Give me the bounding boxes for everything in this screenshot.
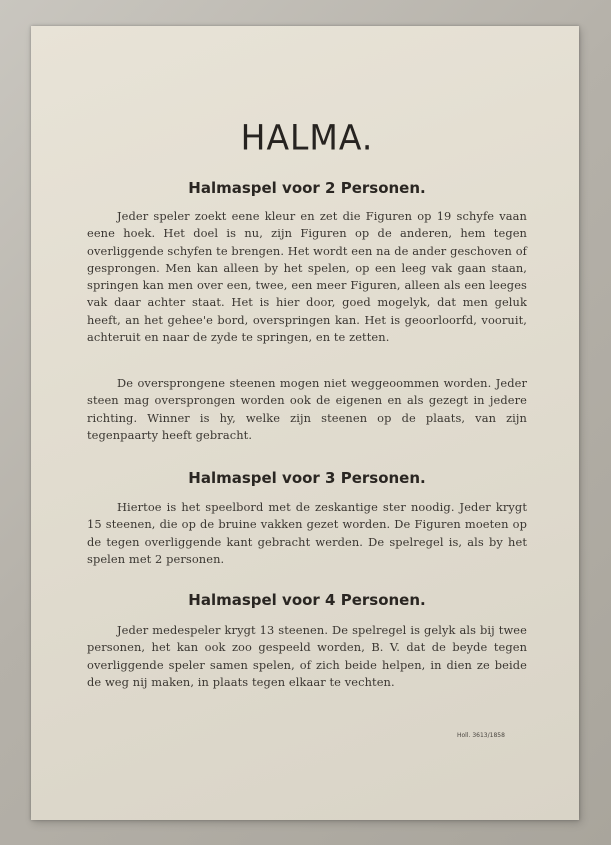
paragraph-4-players-rules: Jeder medespeler krygt 13 steenen. De spelregel is gelyk als bij twee personen, het kan ook zoo gespeeld worden, B. V. dat de beyde tegen overliggende speler samen spelen, of zich beide helpen, in dien ze beide de weg nij maken, in plaats tegen elkaar te vechten. bbox=[87, 623, 527, 689]
paragraph-2-players-rules: Jeder speler zoekt eene kleur en zet die Figuren op 19 schyfe vaan eene hoek. Het doel is nu, zijn Figuren op de anderen, hem tegen overliggende schyfen te brengen. Het wordt een na de ander geschoven of gesprongen. Men kan alleen by het spelen, op een leeg vak gaan staan, springen kan men over een, twee, een meer Figuren, alleen als een leeges vak daar achter staat. Het is hier door, goed mogelyk, dat men geluk heeft, an het gehee'e bord, overspringen kan. Het is geoorloorfd, vooruit, achteruit en naar de zyde te springen, en te zetten. bbox=[87, 209, 527, 345]
paragraph-2-players-winning: De oversprongene steenen mogen niet weggeoommen worden. Jeder steen mag oversprongen worden ook de eigenen en als gezegt in jedere richting. Winner is hy, welke zijn steenen op de plaats, van zijn tegenpaarty heeft gebracht. bbox=[87, 376, 527, 442]
document-title: HALMA. bbox=[240, 117, 374, 158]
heading-4-players: Halmaspel voor 4 Personen. bbox=[188, 591, 426, 609]
heading-3-players: Halmaspel voor 3 Personen. bbox=[188, 469, 426, 487]
paragraph-3-players-rules: Hiertoe is het speelbord met de zeskantige ster noodig. Jeder krygt 15 steenen, die op de bruine vakken gezet worden. De Figuren moeten op de tegen overliggende kant gebracht werden. De spelregel is, als by het spelen met 2 personen. bbox=[87, 500, 527, 566]
document-sheet bbox=[31, 26, 579, 820]
print-reference-note: Holl. 3613/1858 bbox=[457, 732, 505, 739]
heading-2-players: Halmaspel voor 2 Personen. bbox=[188, 179, 426, 197]
